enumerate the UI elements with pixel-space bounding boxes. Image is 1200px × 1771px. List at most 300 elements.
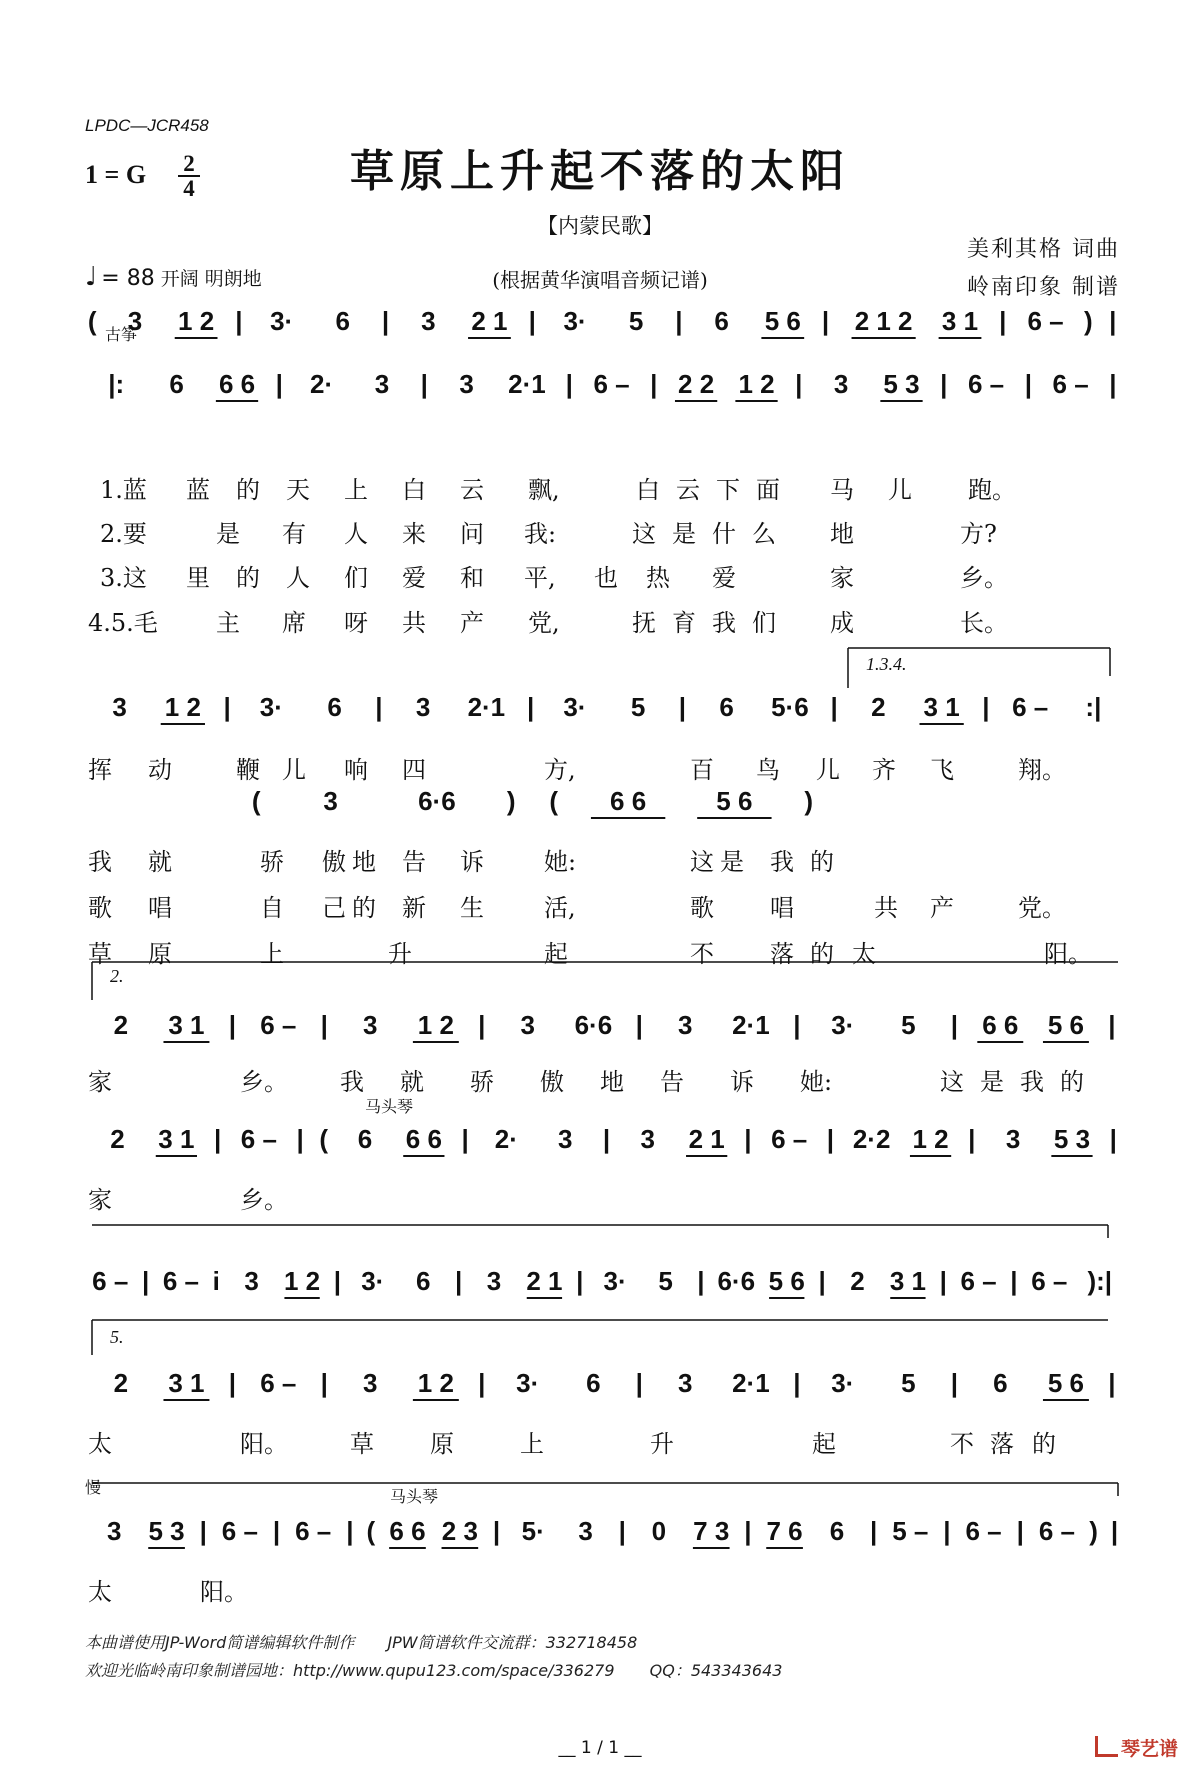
tempo-value: = 88 bbox=[101, 266, 155, 291]
lyric-syllable: 有 bbox=[282, 520, 306, 548]
note-group: 7 6 bbox=[766, 1516, 803, 1546]
barline: | bbox=[1109, 1124, 1117, 1154]
note-group: 2 1 2 bbox=[854, 306, 913, 336]
lyric-syllable: 鞭 bbox=[236, 756, 260, 784]
lyric-syllable: 我: bbox=[524, 520, 557, 548]
note-group: 6 bbox=[719, 692, 734, 722]
lyric-syllable: 挥 bbox=[88, 756, 112, 784]
note-group: 2 bbox=[871, 692, 886, 722]
note-group: 2 1 bbox=[688, 1124, 725, 1154]
note-group: 6 bbox=[586, 1368, 601, 1398]
note-group: 6 – bbox=[260, 1368, 297, 1398]
barline: | bbox=[492, 1516, 501, 1546]
key-signature: 1 = G bbox=[85, 160, 147, 189]
barline: | bbox=[478, 1010, 486, 1040]
lyric-syllable: 家 bbox=[88, 1186, 112, 1214]
lyric-syllable: 不 bbox=[950, 1430, 974, 1458]
note-group: 2 1 bbox=[471, 306, 508, 336]
lyric-syllable: 么 bbox=[752, 520, 776, 548]
barline: | bbox=[223, 692, 231, 722]
note-group: ):| bbox=[1087, 1266, 1113, 1296]
lyric-syllable: 这 bbox=[690, 848, 714, 876]
lyric-syllable: 白 bbox=[402, 476, 426, 504]
lyric-syllable: 响 bbox=[344, 756, 368, 784]
volta-2: 2. bbox=[110, 966, 124, 986]
lyric-syllable: 落 bbox=[770, 940, 794, 968]
lyric-syllable: 歌 bbox=[690, 894, 714, 922]
lyric-syllable: 的 bbox=[352, 894, 376, 922]
note-group: 3 bbox=[362, 1368, 378, 1398]
note-group: 3 bbox=[362, 1010, 378, 1040]
lyric-syllable: 3.这 bbox=[100, 564, 147, 592]
note-group: 6·6 bbox=[574, 1010, 613, 1040]
barline: | bbox=[793, 1368, 801, 1398]
note-group: 5 3 bbox=[883, 369, 920, 399]
barline: | bbox=[478, 1368, 486, 1398]
lyric-syllable: 席 bbox=[282, 609, 306, 637]
barline: | bbox=[1010, 1266, 1018, 1296]
barline: | bbox=[795, 369, 803, 399]
lyric-syllable: 党, bbox=[528, 609, 560, 637]
note-group: 6 bbox=[416, 1266, 431, 1296]
lyric-syllable: 云 bbox=[460, 476, 484, 504]
barline: | bbox=[526, 692, 535, 722]
note-group: 3 bbox=[112, 692, 127, 722]
lyric-syllable: 呀 bbox=[344, 609, 368, 637]
lyric-syllable: 的 bbox=[1060, 1068, 1084, 1096]
lyric-syllable: 的 bbox=[810, 848, 834, 876]
note-group: 3 bbox=[127, 306, 143, 336]
note-group: ) bbox=[804, 786, 814, 816]
note-group: 6 bbox=[357, 1124, 373, 1154]
barline: | bbox=[528, 306, 536, 336]
lyric-syllable: 是 bbox=[216, 520, 240, 548]
note-group: 6 bbox=[829, 1516, 845, 1546]
barline: | bbox=[618, 1516, 626, 1546]
barline: | bbox=[381, 306, 390, 336]
note-group: 1 2 bbox=[284, 1266, 321, 1296]
lyric-syllable: 傲 bbox=[540, 1068, 564, 1096]
lyric-syllable: 太 bbox=[88, 1578, 112, 1606]
time-top: 2 bbox=[183, 151, 195, 176]
lyric-syllable: 家 bbox=[830, 564, 854, 592]
lyric-syllable: 乡。 bbox=[960, 564, 1008, 592]
note-group: 2·2 bbox=[852, 1124, 891, 1154]
note-group: 3 bbox=[323, 786, 338, 816]
note-group: 5 6 bbox=[716, 786, 753, 816]
note-group: 2·1 bbox=[467, 692, 506, 722]
note-group: 3 bbox=[833, 369, 849, 399]
lyric-syllable: 飘, bbox=[528, 476, 560, 504]
note-group: 5 6 bbox=[764, 306, 801, 336]
note-group: 6 bbox=[993, 1368, 1008, 1398]
lyric-syllable: 问 bbox=[460, 520, 484, 548]
note-group: 1 2 bbox=[912, 1124, 949, 1154]
note-group: 2 bbox=[110, 1124, 125, 1154]
logo-text: 琴艺谱 bbox=[1120, 1738, 1178, 1760]
footer-line-2b: QQ：543343643 bbox=[649, 1661, 783, 1680]
lyric-syllable: 就 bbox=[400, 1068, 424, 1096]
lyric-syllable: 的 bbox=[1032, 1430, 1056, 1458]
note-group: 6 – bbox=[1031, 1266, 1068, 1296]
barline: | bbox=[461, 1124, 469, 1154]
lyric-syllable: 骄 bbox=[260, 848, 284, 876]
lyric-syllable: 生 bbox=[460, 894, 484, 922]
lyric-syllable: 我 bbox=[1020, 1068, 1044, 1096]
barline: | bbox=[296, 1124, 304, 1154]
lyric-syllable: 热 bbox=[646, 564, 670, 592]
lyric-syllable: 鸟 bbox=[756, 756, 780, 784]
note-group: 3· bbox=[831, 1368, 855, 1398]
note-group: 6 bbox=[714, 306, 729, 336]
note-group: 6 bbox=[327, 692, 342, 722]
barline: | bbox=[830, 692, 838, 722]
lyric-syllable: 的 bbox=[810, 940, 834, 968]
note-group: 2 2 bbox=[678, 369, 715, 399]
note-group: 3· bbox=[563, 306, 587, 336]
volta-134: 1.3.4. bbox=[866, 654, 907, 674]
lyric-syllable: 己 bbox=[322, 894, 346, 922]
lyric-syllable: 升 bbox=[650, 1430, 674, 1458]
note-group: 5 3 bbox=[1053, 1124, 1091, 1154]
lyric-syllable: 阳。 bbox=[1044, 940, 1092, 968]
lyric-syllable: 儿 bbox=[816, 756, 840, 784]
lyric-syllable: 人 bbox=[286, 564, 310, 592]
note-group: 6 bbox=[169, 369, 184, 399]
note-group: 6 – bbox=[260, 1010, 297, 1040]
note-group: 2 bbox=[113, 1010, 129, 1040]
lyric-syllable: 起 bbox=[544, 940, 568, 968]
note-group: 5 bbox=[630, 692, 646, 722]
note-group: 3 bbox=[520, 1010, 535, 1040]
lyric-syllable: 们 bbox=[752, 609, 776, 637]
note-group: 3 bbox=[421, 306, 436, 336]
lyric-syllable: 共 bbox=[402, 609, 426, 637]
barline: | bbox=[869, 1516, 878, 1546]
note-group: |: bbox=[108, 369, 125, 399]
lyric-syllable: 白 bbox=[636, 476, 660, 504]
lyric-syllable: 的 bbox=[236, 476, 260, 504]
note-group: ( bbox=[549, 786, 559, 816]
lyric-syllable: 诉 bbox=[730, 1068, 754, 1096]
note-group: ( bbox=[87, 306, 97, 336]
barline: | bbox=[744, 1516, 752, 1546]
lyric-syllable: 阳。 bbox=[200, 1578, 248, 1606]
arranger-credit: 岭南印象 制谱 bbox=[967, 275, 1120, 300]
lyric-syllable: 太 bbox=[88, 1430, 112, 1458]
lyric-syllable: 告 bbox=[402, 848, 426, 876]
lyric-syllable: 跑。 bbox=[968, 476, 1016, 504]
lyric-syllable: 家 bbox=[88, 1068, 112, 1096]
lyric-syllable: 天 bbox=[286, 476, 310, 504]
barline: | bbox=[793, 1010, 801, 1040]
barline: | bbox=[576, 1266, 584, 1296]
barline: | bbox=[650, 369, 658, 399]
barline: | bbox=[678, 692, 687, 722]
note-group: 6 – bbox=[240, 1124, 277, 1154]
quarter-note-icon: ♩ bbox=[85, 262, 98, 292]
lyric-syllable: 来 bbox=[402, 520, 426, 548]
lyric-syllable: 活, bbox=[544, 894, 576, 922]
lyric-syllable: 上 bbox=[344, 476, 368, 504]
note-group: 6 – bbox=[771, 1124, 808, 1154]
note-group: 3 1 bbox=[941, 306, 979, 336]
barline: | bbox=[320, 1368, 328, 1398]
note-group: 0 bbox=[651, 1516, 667, 1546]
footer-software-note bbox=[85, 1630, 637, 1653]
barline: | bbox=[999, 306, 1007, 336]
note-group: 3 bbox=[678, 1010, 693, 1040]
lyric-syllable: 人 bbox=[344, 520, 368, 548]
lyric-syllable: 太 bbox=[852, 940, 876, 968]
lyric-syllable: 成 bbox=[830, 609, 854, 637]
lyric-syllable: 草 bbox=[350, 1430, 374, 1458]
lyric-syllable: 2.要 bbox=[100, 520, 147, 548]
barline: | bbox=[333, 1266, 342, 1296]
lyric-syllable: 这 bbox=[940, 1068, 964, 1096]
barline: | bbox=[199, 1516, 207, 1546]
note-group: 5 6 bbox=[1047, 1010, 1085, 1040]
note-group: 5 bbox=[658, 1266, 673, 1296]
lyric-syllable: 乡。 bbox=[240, 1068, 288, 1096]
note-group: 3· bbox=[563, 692, 587, 722]
note-group: ( bbox=[319, 1124, 329, 1154]
note-group: 6·6 bbox=[717, 1266, 756, 1296]
lyric-syllable: 是 bbox=[980, 1068, 1004, 1096]
note-group: 3 bbox=[578, 1516, 593, 1546]
lyric-syllable: 方, bbox=[544, 756, 576, 784]
lyric-syllable: 爱 bbox=[402, 564, 426, 592]
barline: | bbox=[272, 1516, 281, 1546]
barline: | bbox=[1016, 1516, 1024, 1546]
page-number: __ 1 / 1 __ bbox=[558, 1738, 642, 1758]
lyric-syllable: 乡。 bbox=[240, 1186, 288, 1214]
barline: | bbox=[1108, 1010, 1116, 1040]
note-group: 2·1 bbox=[508, 369, 546, 399]
lyric-syllable: 是 bbox=[672, 520, 696, 548]
lyric-syllable: 爱 bbox=[712, 564, 736, 592]
barline: | bbox=[602, 1124, 611, 1154]
lyric-syllable: 傲 bbox=[322, 848, 346, 876]
note-group: 6 6 bbox=[610, 786, 647, 816]
note-group: 6 – bbox=[593, 369, 630, 399]
lyric-syllable: 就 bbox=[148, 848, 172, 876]
note-group: 2 bbox=[850, 1266, 865, 1296]
barline: | bbox=[744, 1124, 752, 1154]
barline: | bbox=[697, 1266, 705, 1296]
lyric-syllable: 下 bbox=[716, 476, 740, 504]
barline: | bbox=[228, 1010, 237, 1040]
note-group: 5 3 bbox=[148, 1516, 185, 1546]
lyric-syllable: 产 bbox=[460, 609, 484, 637]
barline: | bbox=[141, 1266, 150, 1296]
note-group: 3 bbox=[415, 692, 431, 722]
score-code: LPDC—JCR458 bbox=[85, 116, 209, 135]
lyric-syllable: 动 bbox=[148, 756, 172, 784]
note-group: 6 6 bbox=[218, 369, 256, 399]
lyric-syllable: 们 bbox=[344, 564, 368, 592]
barline: | bbox=[939, 1266, 947, 1296]
lyric-syllable: 和 bbox=[460, 564, 484, 592]
note-group: 3· bbox=[603, 1266, 627, 1296]
note-group: 3 1 bbox=[889, 1266, 926, 1296]
note-group: 6 bbox=[335, 306, 351, 336]
note-group: 5 6 bbox=[768, 1266, 805, 1296]
lyric-syllable: 上 bbox=[520, 1430, 544, 1458]
lyric-syllable: 原 bbox=[430, 1430, 454, 1458]
barline: | bbox=[982, 692, 990, 722]
lyric-syllable: 骄 bbox=[470, 1068, 494, 1096]
logo-icon bbox=[1095, 1736, 1118, 1757]
lyric-syllable: 唱 bbox=[148, 894, 172, 922]
lyric-syllable: 儿 bbox=[282, 756, 306, 784]
note-group: 5 bbox=[901, 1010, 916, 1040]
barline: | bbox=[228, 1368, 237, 1398]
footer-website-note bbox=[85, 1658, 782, 1681]
note-group: 3· bbox=[831, 1010, 855, 1040]
note-group: 3 bbox=[558, 1124, 573, 1154]
lyric-syllable: 共 bbox=[874, 894, 898, 922]
note-group: 3 bbox=[1005, 1124, 1021, 1154]
lyric-syllable: 儿 bbox=[888, 476, 912, 504]
note-group: 2 3 bbox=[441, 1516, 478, 1546]
lyric-syllable: 告 bbox=[660, 1068, 684, 1096]
note-group: 5 bbox=[628, 306, 644, 336]
lyric-syllable: 这 bbox=[632, 520, 656, 548]
barline: | bbox=[1109, 369, 1117, 399]
barline: | bbox=[943, 1516, 951, 1546]
note-group: 6 – bbox=[92, 1266, 129, 1296]
note-group: 6 – bbox=[965, 1516, 1002, 1546]
lyric-syllable: 自 bbox=[260, 894, 284, 922]
note-group: 6 6 bbox=[982, 1010, 1019, 1040]
lyric-syllable: 唱 bbox=[770, 894, 794, 922]
lyric-syllable: 是 bbox=[720, 848, 744, 876]
note-group: 3 bbox=[640, 1124, 655, 1154]
barline: | bbox=[320, 1010, 328, 1040]
barline: | bbox=[940, 369, 948, 399]
lyric-syllable: 1.蓝 bbox=[100, 476, 147, 504]
lyric-syllable: 抚 bbox=[632, 609, 656, 637]
note-group: 2 bbox=[113, 1368, 129, 1398]
note-group: 2 1 bbox=[526, 1266, 563, 1296]
lyric-syllable: 四 bbox=[402, 756, 426, 784]
note-group: ) bbox=[1089, 1516, 1098, 1546]
barline: | bbox=[1109, 306, 1117, 336]
note-group: 3 bbox=[486, 1266, 502, 1296]
footer-line-1b: JPW简谱软件交流群：332718458 bbox=[387, 1633, 638, 1652]
note-group: ) bbox=[1083, 306, 1093, 336]
note-group: 6 6 bbox=[405, 1124, 442, 1154]
lyric-syllable: 的 bbox=[236, 564, 260, 592]
note-group: 6 6 bbox=[389, 1516, 426, 1546]
lyric-syllable: 面 bbox=[756, 476, 780, 504]
lyric-syllable: 也 bbox=[594, 564, 618, 592]
note-group: 3 bbox=[106, 1516, 122, 1546]
lyric-syllable: 云 bbox=[676, 476, 700, 504]
barline: | bbox=[1108, 1368, 1116, 1398]
barline: | bbox=[375, 692, 383, 722]
barline: | bbox=[635, 1368, 643, 1398]
footer-line-1a: 本曲谱使用JP-Word简谱编辑软件制作 bbox=[85, 1633, 355, 1652]
lyric-syllable: 产 bbox=[930, 894, 954, 922]
barline: | bbox=[213, 1124, 222, 1154]
note-group: 6 – bbox=[162, 1266, 200, 1296]
note-group: 6·6 bbox=[418, 786, 456, 816]
lyric-syllable: 她: bbox=[544, 848, 577, 876]
lyric-syllable: 歌 bbox=[88, 894, 112, 922]
note-group: 6 – bbox=[960, 1266, 997, 1296]
note-group: 3· bbox=[516, 1368, 540, 1398]
lyric-syllable: 翔。 bbox=[1018, 756, 1066, 784]
lyric-syllable: 地 bbox=[352, 848, 376, 876]
note-group: 6 – bbox=[295, 1516, 332, 1546]
lyric-syllable: 百 bbox=[690, 756, 714, 784]
note-group: 7 3 bbox=[693, 1516, 730, 1546]
tempo-text: 开阔 明朗地 bbox=[160, 268, 262, 290]
instrument-guzheng: 古筝 bbox=[105, 325, 138, 344]
note-group: :| bbox=[1085, 692, 1102, 722]
lyric-syllable: 不 bbox=[690, 940, 714, 968]
note-group: 5 6 bbox=[1047, 1368, 1085, 1398]
barline: | bbox=[950, 1010, 958, 1040]
note-group: ( bbox=[251, 786, 261, 816]
note-group: 2· bbox=[494, 1124, 518, 1154]
note-group: 3 1 bbox=[168, 1010, 205, 1040]
lyric-syllable: 我 bbox=[770, 848, 794, 876]
lyric-syllable: 起 bbox=[812, 1430, 836, 1458]
barline: | bbox=[565, 369, 573, 399]
note-group: 3· bbox=[270, 306, 294, 336]
barline: | bbox=[420, 369, 428, 399]
note-group: 6 – bbox=[1012, 692, 1049, 722]
lyric-syllable: 齐 bbox=[872, 756, 896, 784]
barline: | bbox=[968, 1124, 976, 1154]
lyric-syllable: 她: bbox=[800, 1068, 833, 1096]
note-group: 6 – bbox=[1038, 1516, 1075, 1546]
instrument-matouqin-2: 马头琴 bbox=[390, 1487, 439, 1506]
lyric-syllable: 蓝 bbox=[186, 476, 210, 504]
note-group: 6 – bbox=[221, 1516, 258, 1546]
lyric-syllable: 落 bbox=[990, 1430, 1014, 1458]
note-group: 5 bbox=[901, 1368, 916, 1398]
note-group: 3 1 bbox=[158, 1124, 195, 1154]
site-logo bbox=[1095, 1734, 1178, 1761]
lyric-syllable: 上 bbox=[260, 940, 284, 968]
barline: | bbox=[826, 1124, 835, 1154]
barline: | bbox=[1110, 1516, 1119, 1546]
lyric-syllable: 诉 bbox=[460, 848, 484, 876]
lyricist-credit: 美利其格 词曲 bbox=[967, 237, 1120, 262]
barline: | bbox=[818, 1266, 826, 1296]
lyric-syllable: 马 bbox=[830, 476, 854, 504]
note-group: 3 bbox=[374, 369, 390, 399]
lyric-syllable: 育 bbox=[672, 609, 696, 637]
note-group: 6 – bbox=[967, 369, 1005, 399]
note-group: 2·1 bbox=[732, 1010, 770, 1040]
note-group: ( bbox=[366, 1516, 376, 1546]
footer-line-2a: 欢迎光临岭南印象制谱园地：http://www.qupu123.com/space/336279 bbox=[85, 1661, 615, 1680]
note-group: 3· bbox=[361, 1266, 385, 1296]
barline: | bbox=[675, 306, 683, 336]
lyric-syllable: 方? bbox=[960, 520, 997, 548]
lyric-syllable: 我 bbox=[340, 1068, 364, 1096]
note-group: 1 2 bbox=[417, 1010, 454, 1040]
note-group: 5·6 bbox=[771, 692, 809, 722]
slow-marking: 慢 bbox=[85, 1478, 102, 1497]
lyric-syllable: 我 bbox=[712, 609, 736, 637]
lyric-syllable: 地 bbox=[830, 520, 854, 548]
